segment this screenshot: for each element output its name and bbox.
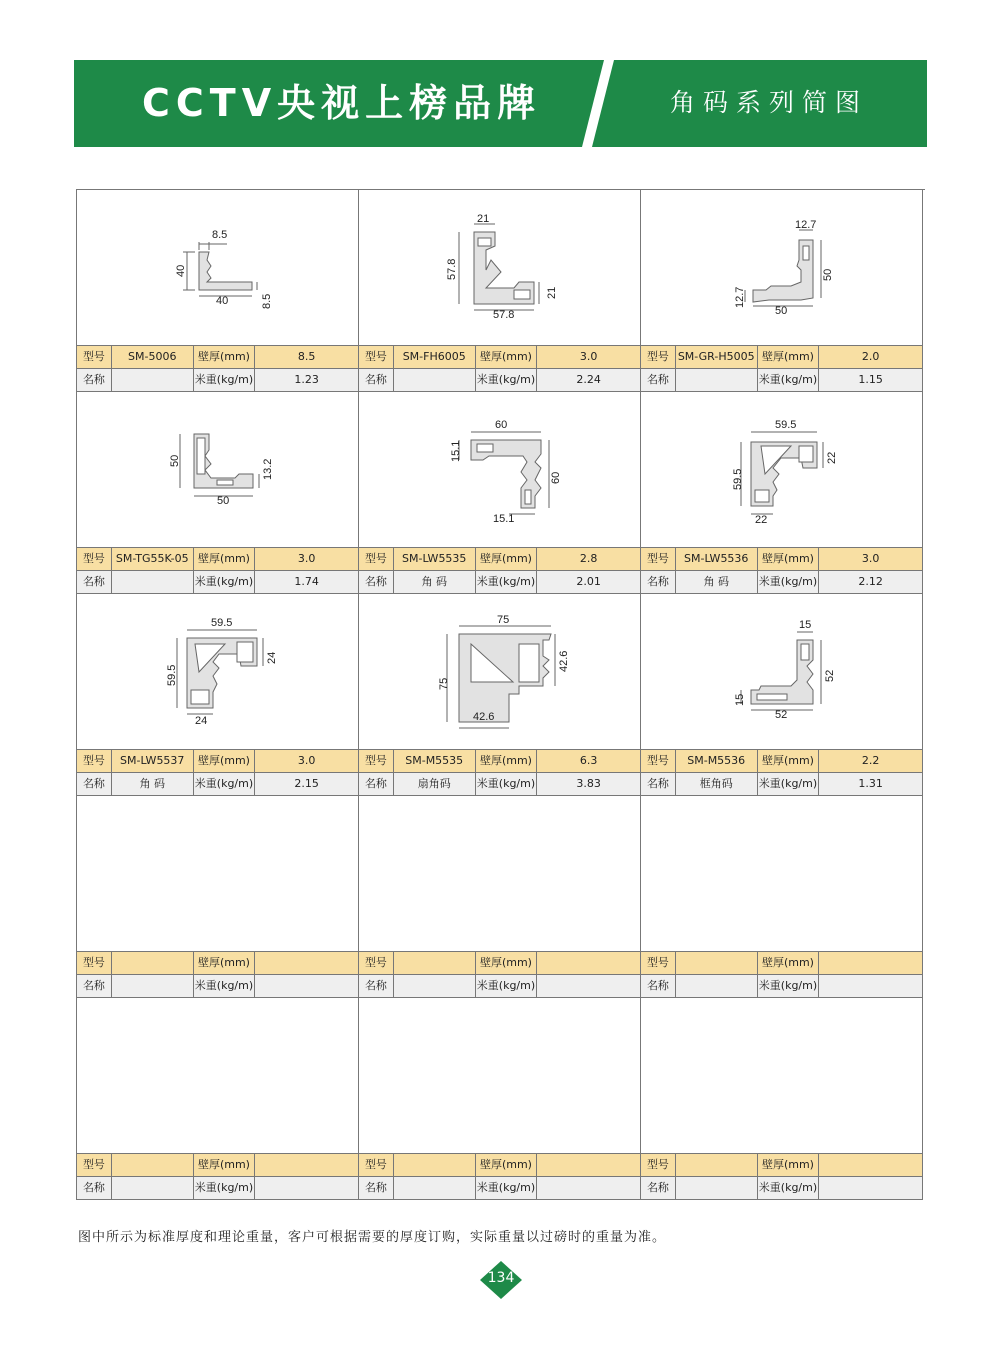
dim-label: 21 xyxy=(477,213,490,225)
dim-label: 22 xyxy=(826,451,838,464)
dim-label: 15.1 xyxy=(450,440,462,462)
product-card xyxy=(77,594,359,796)
dim-label: 21 xyxy=(546,286,558,299)
product-grid xyxy=(76,189,925,1200)
dim-label: 60 xyxy=(550,471,562,484)
profile-drawing xyxy=(77,190,358,346)
product-info: 型号 SM-TG55K-05 壁厚(mm) 3.0 名称 米重(kg/m) 1.74 xyxy=(77,547,358,593)
dim-label: 8.5 xyxy=(212,229,228,241)
weight-value: 1.23 xyxy=(294,373,319,386)
product-card-empty xyxy=(77,998,359,1200)
product-info: 型号 壁厚(mm) 名称 米重(kg/m) xyxy=(77,951,358,997)
dim-label: 57.8 xyxy=(493,309,515,321)
name-value xyxy=(394,369,476,391)
profile-drawing xyxy=(359,392,640,548)
dim-label: 50 xyxy=(822,268,834,281)
product-card xyxy=(359,392,641,594)
weight-value: 1.31 xyxy=(858,777,883,790)
product-card xyxy=(641,190,923,392)
dim-label: 59.5 xyxy=(732,468,744,490)
profile-drawing xyxy=(641,594,922,750)
weight-value: 3.83 xyxy=(576,777,601,790)
name-value xyxy=(112,369,194,391)
wall-value: 2.8 xyxy=(579,552,598,565)
dim-label: 50 xyxy=(217,495,230,507)
wall-value: 6.3 xyxy=(579,754,598,767)
weight-value: 1.15 xyxy=(858,373,883,386)
profile-drawing xyxy=(641,190,922,346)
wall-value: 3.0 xyxy=(579,350,598,363)
dim-label: 52 xyxy=(824,669,836,682)
dim-label: 8.5 xyxy=(261,293,273,309)
model-value: SM-GR-H5005 xyxy=(676,346,758,368)
weight-value: 2.24 xyxy=(576,373,601,386)
product-info: 型号 壁厚(mm) 名称 米重(kg/m) xyxy=(641,951,922,997)
name-value xyxy=(676,369,758,391)
dim-label: 59.5 xyxy=(166,664,178,686)
name-value: 角 码 xyxy=(112,773,194,795)
dim-label: 59.5 xyxy=(775,419,797,431)
wall-value: 2.2 xyxy=(861,754,880,767)
product-card-empty xyxy=(641,796,923,998)
page-subtitle: 角码系列简图 xyxy=(670,88,869,117)
name-value: 角 码 xyxy=(676,571,758,593)
name-value xyxy=(112,571,194,593)
wall-value: 8.5 xyxy=(297,350,316,363)
model-value: SM-LW5537 xyxy=(112,750,194,772)
page-number: 134 xyxy=(487,1270,515,1286)
dim-label: 15 xyxy=(799,619,812,631)
page-number-badge xyxy=(479,1260,523,1300)
product-card-empty xyxy=(359,998,641,1200)
product-card xyxy=(77,392,359,594)
model-value: SM-LW5535 xyxy=(394,548,476,570)
dim-label: 24 xyxy=(195,715,208,727)
product-info: 型号 SM-FH6005 壁厚(mm) 3.0 名称 米重(kg/m) 2.24 xyxy=(359,345,640,391)
dim-label: 75 xyxy=(438,677,450,690)
product-card xyxy=(641,594,923,796)
product-card-empty xyxy=(359,796,641,998)
product-info: 型号 壁厚(mm) 名称 米重(kg/m) xyxy=(77,1153,358,1199)
product-info: 型号 SM-5006 壁厚(mm) 8.5 名称 米重(kg/m) 1.23 xyxy=(77,345,358,391)
dim-label: 42.6 xyxy=(558,650,570,672)
header-banner xyxy=(74,60,927,147)
product-info: 型号 壁厚(mm) 名称 米重(kg/m) xyxy=(359,1153,640,1199)
product-card-empty xyxy=(641,998,923,1200)
name-value: 扇角码 xyxy=(394,773,476,795)
wall-value: 3.0 xyxy=(861,552,880,565)
page-title: CCTV央视上榜品牌 xyxy=(142,81,542,125)
product-card xyxy=(359,190,641,392)
model-value: SM-TG55K-05 xyxy=(112,548,194,570)
wall-value: 3.0 xyxy=(297,552,316,565)
weight-value: 2.12 xyxy=(858,575,883,588)
wall-value: 3.0 xyxy=(297,754,316,767)
product-info: 型号 SM-LW5535 壁厚(mm) 2.8 名称 角 码 米重(kg/m) 2.01 xyxy=(359,547,640,593)
footnote: 图中所示为标准厚度和理论重量，客户可根据需要的厚度订购，实际重量以过磅时的重量为准。 xyxy=(78,1230,667,1245)
profile-drawing xyxy=(77,594,358,750)
dim-label: 40 xyxy=(216,295,229,307)
profile-drawing xyxy=(641,392,922,548)
product-info: 型号 SM-GR-H5005 壁厚(mm) 2.0 名称 米重(kg/m) 1.15 xyxy=(641,345,922,391)
weight-value: 1.74 xyxy=(294,575,319,588)
model-value: SM-M5536 xyxy=(676,750,758,772)
product-info: 型号 SM-M5535 壁厚(mm) 6.3 名称 扇角码 米重(kg/m) 3.83 xyxy=(359,749,640,795)
product-info: 型号 SM-LW5537 壁厚(mm) 3.0 名称 角 码 米重(kg/m) 2.15 xyxy=(77,749,358,795)
profile-drawing xyxy=(359,594,640,750)
product-info: 型号 SM-LW5536 壁厚(mm) 3.0 名称 角 码 米重(kg/m) 2.12 xyxy=(641,547,922,593)
product-card xyxy=(359,594,641,796)
name-value: 角 码 xyxy=(394,571,476,593)
dim-label: 50 xyxy=(775,305,788,317)
dim-label: 22 xyxy=(755,514,768,526)
profile-drawing xyxy=(359,190,640,346)
dim-label: 75 xyxy=(497,614,510,626)
wall-value: 2.0 xyxy=(861,350,880,363)
dim-label: 15.1 xyxy=(493,513,515,525)
dim-label: 50 xyxy=(169,454,181,467)
dim-label: 42.6 xyxy=(473,711,495,723)
dim-label: 40 xyxy=(175,264,187,277)
dim-label: 12.7 xyxy=(795,219,817,231)
product-info: 型号 壁厚(mm) 名称 米重(kg/m) xyxy=(359,951,640,997)
dim-label: 60 xyxy=(495,419,508,431)
dim-label: 13.2 xyxy=(262,458,274,480)
name-value: 框角码 xyxy=(676,773,758,795)
model-value: SM-LW5536 xyxy=(676,548,758,570)
weight-value: 2.01 xyxy=(576,575,601,588)
model-value: SM-M5535 xyxy=(394,750,476,772)
profile-drawing xyxy=(77,392,358,548)
dim-label: 52 xyxy=(775,709,788,721)
product-card xyxy=(641,392,923,594)
dim-label: 59.5 xyxy=(211,617,233,629)
weight-value: 2.15 xyxy=(294,777,319,790)
product-info: 型号 SM-M5536 壁厚(mm) 2.2 名称 框角码 米重(kg/m) 1.31 xyxy=(641,749,922,795)
product-info: 型号 壁厚(mm) 名称 米重(kg/m) xyxy=(641,1153,922,1199)
dim-label: 12.7 xyxy=(734,286,746,308)
dim-label: 15 xyxy=(734,693,746,706)
product-card-empty xyxy=(77,796,359,998)
dim-label: 57.8 xyxy=(446,258,458,280)
model-value: SM-5006 xyxy=(112,346,194,368)
model-value: SM-FH6005 xyxy=(394,346,476,368)
product-card xyxy=(77,190,359,392)
dim-label: 24 xyxy=(266,651,278,664)
